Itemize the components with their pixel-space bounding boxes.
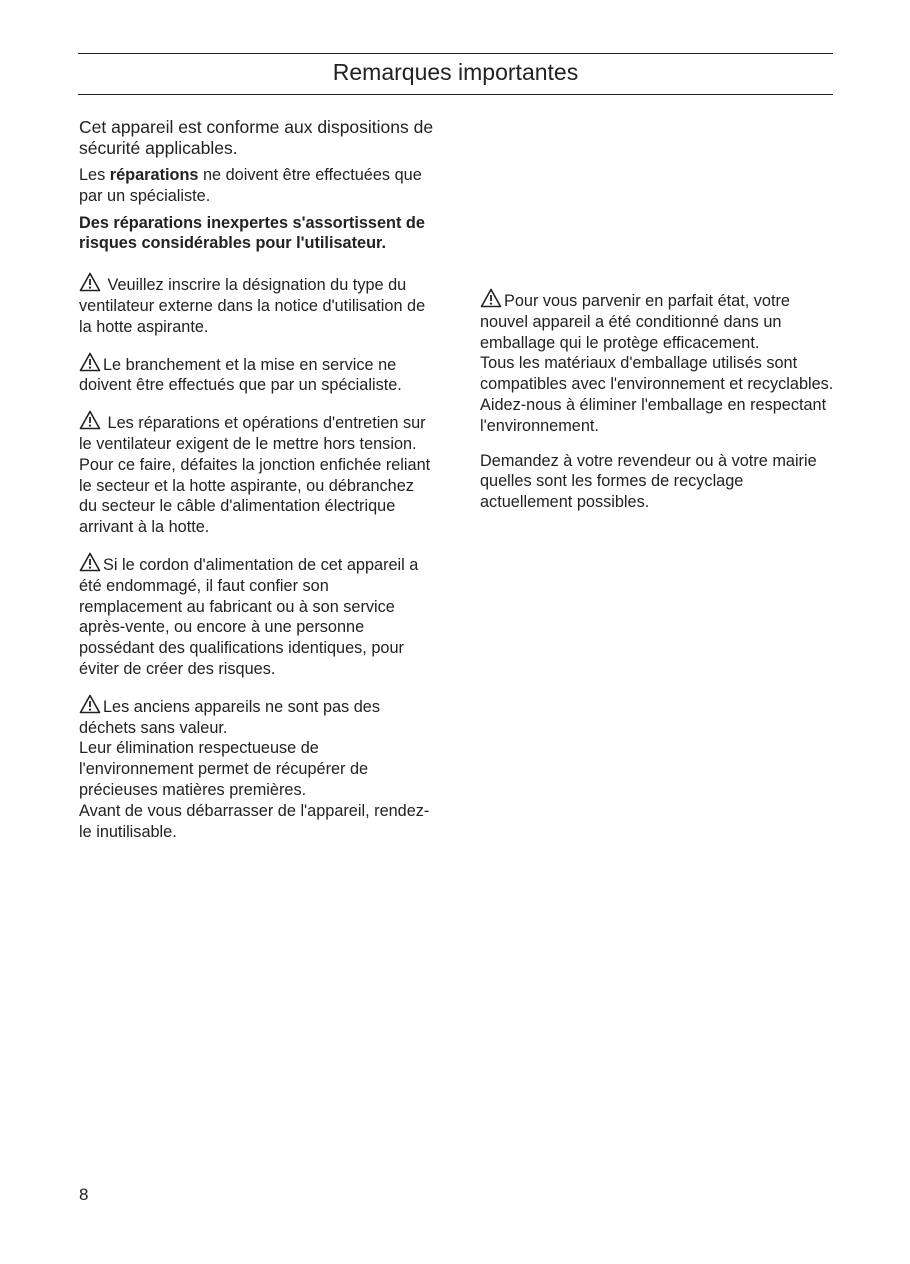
warning-text-cont: Leur élimination respectueuse de l'environnement permet de récupérer de précieuses matières premières. xyxy=(79,739,369,799)
warning-type-designation xyxy=(79,272,434,337)
warning-text: Le branchement et la mise en service ne doivent être effectués que par un spécialiste. xyxy=(79,355,402,395)
page-header xyxy=(78,53,833,95)
repairs-prefix: Les xyxy=(79,166,110,184)
warning-triangle-icon xyxy=(79,352,103,372)
warning-power-cord xyxy=(79,552,434,680)
warning-connection xyxy=(79,352,434,397)
packaging-text: Pour vous parvenir en parfait état, votre nouvel appareil a été conditionné dans un emballage qui le protège efficacement. xyxy=(480,292,790,352)
warning-text: Les réparations et opérations d'entretien sur le ventilateur exigent de le mettre hors tension. xyxy=(79,414,426,453)
warning-triangle-icon xyxy=(79,410,103,430)
warning-triangle-icon xyxy=(79,694,103,714)
right-column xyxy=(480,288,835,527)
repairs-suffix: ne doivent être effectuées que par un spécialiste. xyxy=(79,166,422,205)
risk-bold: Des réparations inexpertes s'assortissent de risques considérables pour l'utilisateur. xyxy=(79,213,425,253)
packaging-notice xyxy=(480,288,835,437)
warning-text: Veuillez inscrire la désignation du type du ventilateur externe dans la notice d'utilisation de la hotte aspirante. xyxy=(79,276,426,336)
recycling-notice: Demandez à votre revendeur ou à votre mairie quelles sont les formes de recyclage actuellement possibles. xyxy=(480,451,817,512)
warning-triangle-icon xyxy=(79,552,103,572)
warning-old-appliances xyxy=(79,694,434,843)
warning-text-cont: Pour ce faire, défaites la jonction enfichée reliant le secteur et la hotte aspirante, ou débranchez du secteur le câble d'alimentation électrique arrivant à la hotte. xyxy=(79,455,431,537)
warning-text: Si le cordon d'alimentation de cet appareil a été endommagé, il faut confier son remplacement au fabricant ou à son service après-vente, ou encore à une personne possédant des qualifications identiques, pour éviter de créer des risques. xyxy=(79,555,419,678)
repairs-statement xyxy=(79,165,434,207)
warning-maintenance xyxy=(79,410,434,538)
risk-statement xyxy=(79,213,434,255)
repairs-bold: réparations xyxy=(109,166,199,184)
conformity-statement: Cet appareil est conforme aux dispositions de sécurité applicables. xyxy=(79,117,434,158)
warning-triangle-icon xyxy=(79,272,103,292)
warning-text: Les anciens appareils ne sont pas des déchets sans valeur. xyxy=(79,697,380,737)
warning-text-cont: Avant de vous débarrasser de l'appareil, rendez-le inutilisable. xyxy=(79,801,430,841)
packaging-text-cont: Tous les matériaux d'emballage utilisés sont compatibles avec l'environnement et recyclables. Aidez-nous à éliminer l'emballage en respectant l'environnement. xyxy=(480,354,834,435)
page-number: 8 xyxy=(79,1185,89,1204)
warning-triangle-icon xyxy=(480,288,504,308)
left-column xyxy=(79,117,434,856)
page-title: Remarques importantes xyxy=(332,59,579,85)
